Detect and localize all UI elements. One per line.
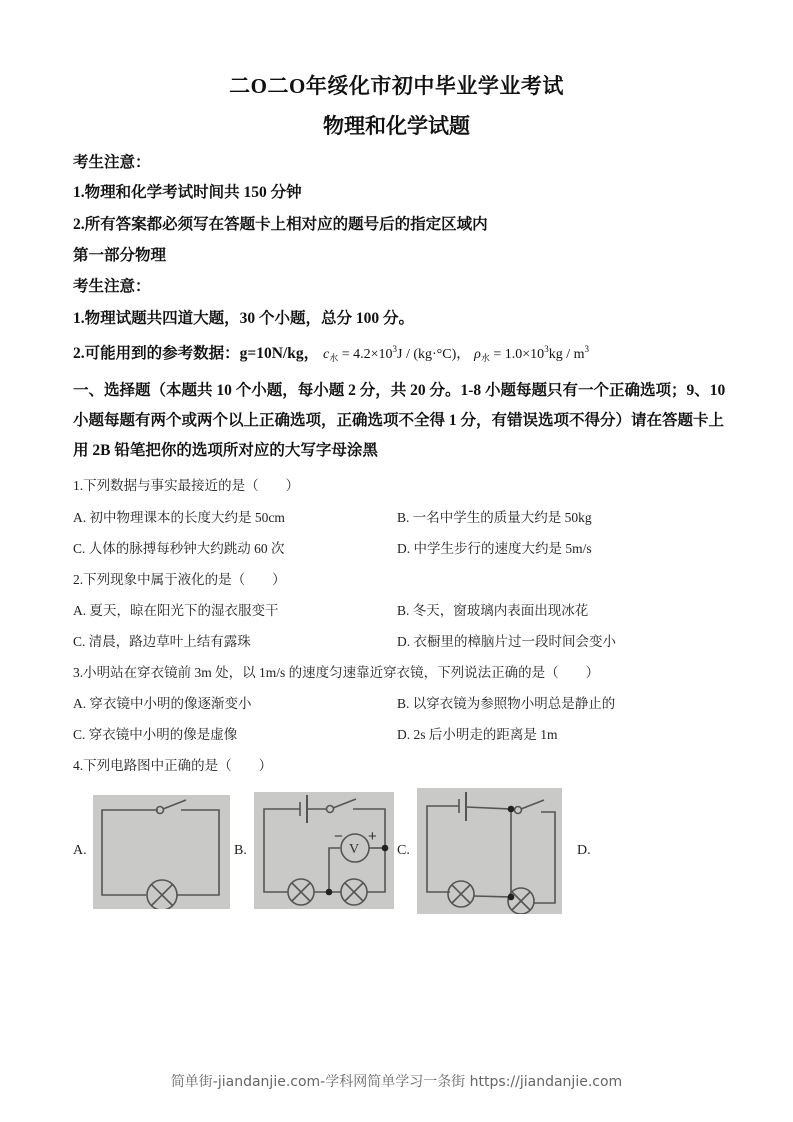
question-1-option-a: A. 初中物理课本的长度大约是 50cm — [73, 510, 285, 525]
question-2-option-a: A. 夏天，晾在阳光下的湿衣服变干 — [73, 603, 279, 618]
question-3-option-c: C. 穿衣镜中小明的像是虚像 — [73, 727, 238, 742]
part-notice-heading: 考生注意： — [73, 278, 151, 295]
question-2-option-c: C. 清晨，路边草叶上结有露珠 — [73, 634, 251, 649]
diagram-d-label: D. — [577, 843, 591, 858]
junction-dot-icon — [508, 894, 515, 901]
part-notice-item-2 — [73, 341, 589, 364]
notice-item-2: 2.所有答案都必须写在答题卡上相对应的题号后的指定区域内 — [73, 216, 488, 233]
question-2-option-b: B. 冬天，窗玻璃内表面出现冰花 — [397, 603, 589, 618]
notice-heading: 考生注意： — [73, 154, 151, 171]
circuit-diagram-a — [93, 795, 230, 909]
section-instructions: 一、选择题（本题共 10 个小题，每小题 2 分，共 20 分。1-8 小题每题只有一个正确选项；9、10 小题每题有两个或两个以上正确选项，正确选项不全得 1 分，有错误选项不得分）请在答题卡上用 2B 铅笔把你的选项所对应的大写字母涂黑 — [73, 382, 726, 459]
switch-pivot-icon — [515, 807, 522, 814]
rho-value: = 1.0×10 — [489, 347, 545, 362]
plus-terminal-label: + — [368, 828, 377, 845]
circuit-b-svg — [254, 792, 394, 909]
notice-item-1: 1.物理和化学考试时间共 150 分钟 — [73, 184, 302, 201]
c-unit: J / (kg·°C)， — [397, 347, 471, 362]
question-3-option-b: B. 以穿衣镜为参照物小明总是静止的 — [397, 696, 616, 711]
switch-pivot-icon — [327, 806, 334, 813]
question-1-option-b: B. 一名中学生的质量大约是 50kg — [397, 510, 592, 525]
c-exponent: 3 — [392, 344, 397, 354]
open-switch-icon — [521, 800, 544, 809]
question-1-option-d: D. 中学生步行的速度大约是 5m/s — [397, 541, 592, 556]
circuit-diagram-b — [254, 792, 394, 909]
exam-subtitle: 物理和化学试题 — [323, 114, 470, 138]
c-subscript: 水 — [329, 353, 339, 363]
question-2-option-d: D. 衣橱里的樟脑片过一段时间会变小 — [397, 634, 616, 649]
diagram-c-label: C. — [397, 843, 410, 858]
gravity-constant: g=10N/kg， — [239, 345, 320, 362]
voltmeter-label: V — [349, 842, 360, 857]
density-formula — [474, 344, 589, 363]
open-switch-icon — [333, 799, 356, 808]
question-3-stem: 3.小明站在穿衣镜前 3m 处，以 1m/s 的速度匀速靠近穿衣镜，下列说法正确的是（ ） — [73, 665, 600, 680]
junction-dot-icon — [326, 889, 333, 896]
specific-heat-formula — [322, 344, 471, 363]
minus-terminal-label: − — [334, 828, 343, 845]
junction-dot-icon — [382, 845, 389, 852]
rho-unit: kg / m — [548, 347, 585, 362]
circuit-a-svg — [93, 795, 230, 909]
question-3-option-d: D. 2s 后小明走的距离是 1m — [397, 727, 558, 742]
junction-dot-icon — [508, 806, 515, 813]
exam-title: 二O二O年绥化市初中毕业学业考试 — [229, 74, 564, 98]
part-notice-item-1: 1.物理试题共四道大题，30 个小题，总分 100 分。 — [73, 310, 415, 327]
question-4-stem: 4.下列电路图中正确的是（ ） — [73, 758, 273, 773]
circuit-diagram-c — [417, 788, 562, 914]
rho-symbol: ρ — [474, 347, 481, 362]
reference-data-label: 2.可能用到的参考数据： — [73, 345, 240, 362]
question-2-stem: 2.下列现象中属于液化的是（ ） — [73, 572, 286, 587]
rho-exponent: 3 — [544, 344, 549, 354]
question-1-stem: 1.下列数据与事实最接近的是（ ） — [73, 478, 300, 493]
rho-subscript: 水 — [480, 353, 490, 363]
footer-watermark: 简单街-jiandanjie.com-学科网简单学习一条街 https://jiandanjie.com — [170, 1074, 623, 1090]
c-symbol: c — [322, 347, 330, 362]
question-3-option-a: A. 穿衣镜中小明的像逐渐变小 — [73, 696, 252, 711]
diagram-a-label: A. — [73, 843, 87, 858]
part-heading: 第一部分物理 — [73, 247, 167, 264]
question-1-option-c: C. 人体的脉搏每秒钟大约跳动 60 次 — [73, 541, 285, 556]
open-switch-icon — [163, 800, 186, 809]
rho-unit-exponent: 3 — [584, 344, 589, 354]
diagram-b-label: B. — [234, 843, 247, 858]
circuit-c-svg — [417, 788, 562, 914]
c-value: = 4.2×10 — [338, 347, 393, 362]
